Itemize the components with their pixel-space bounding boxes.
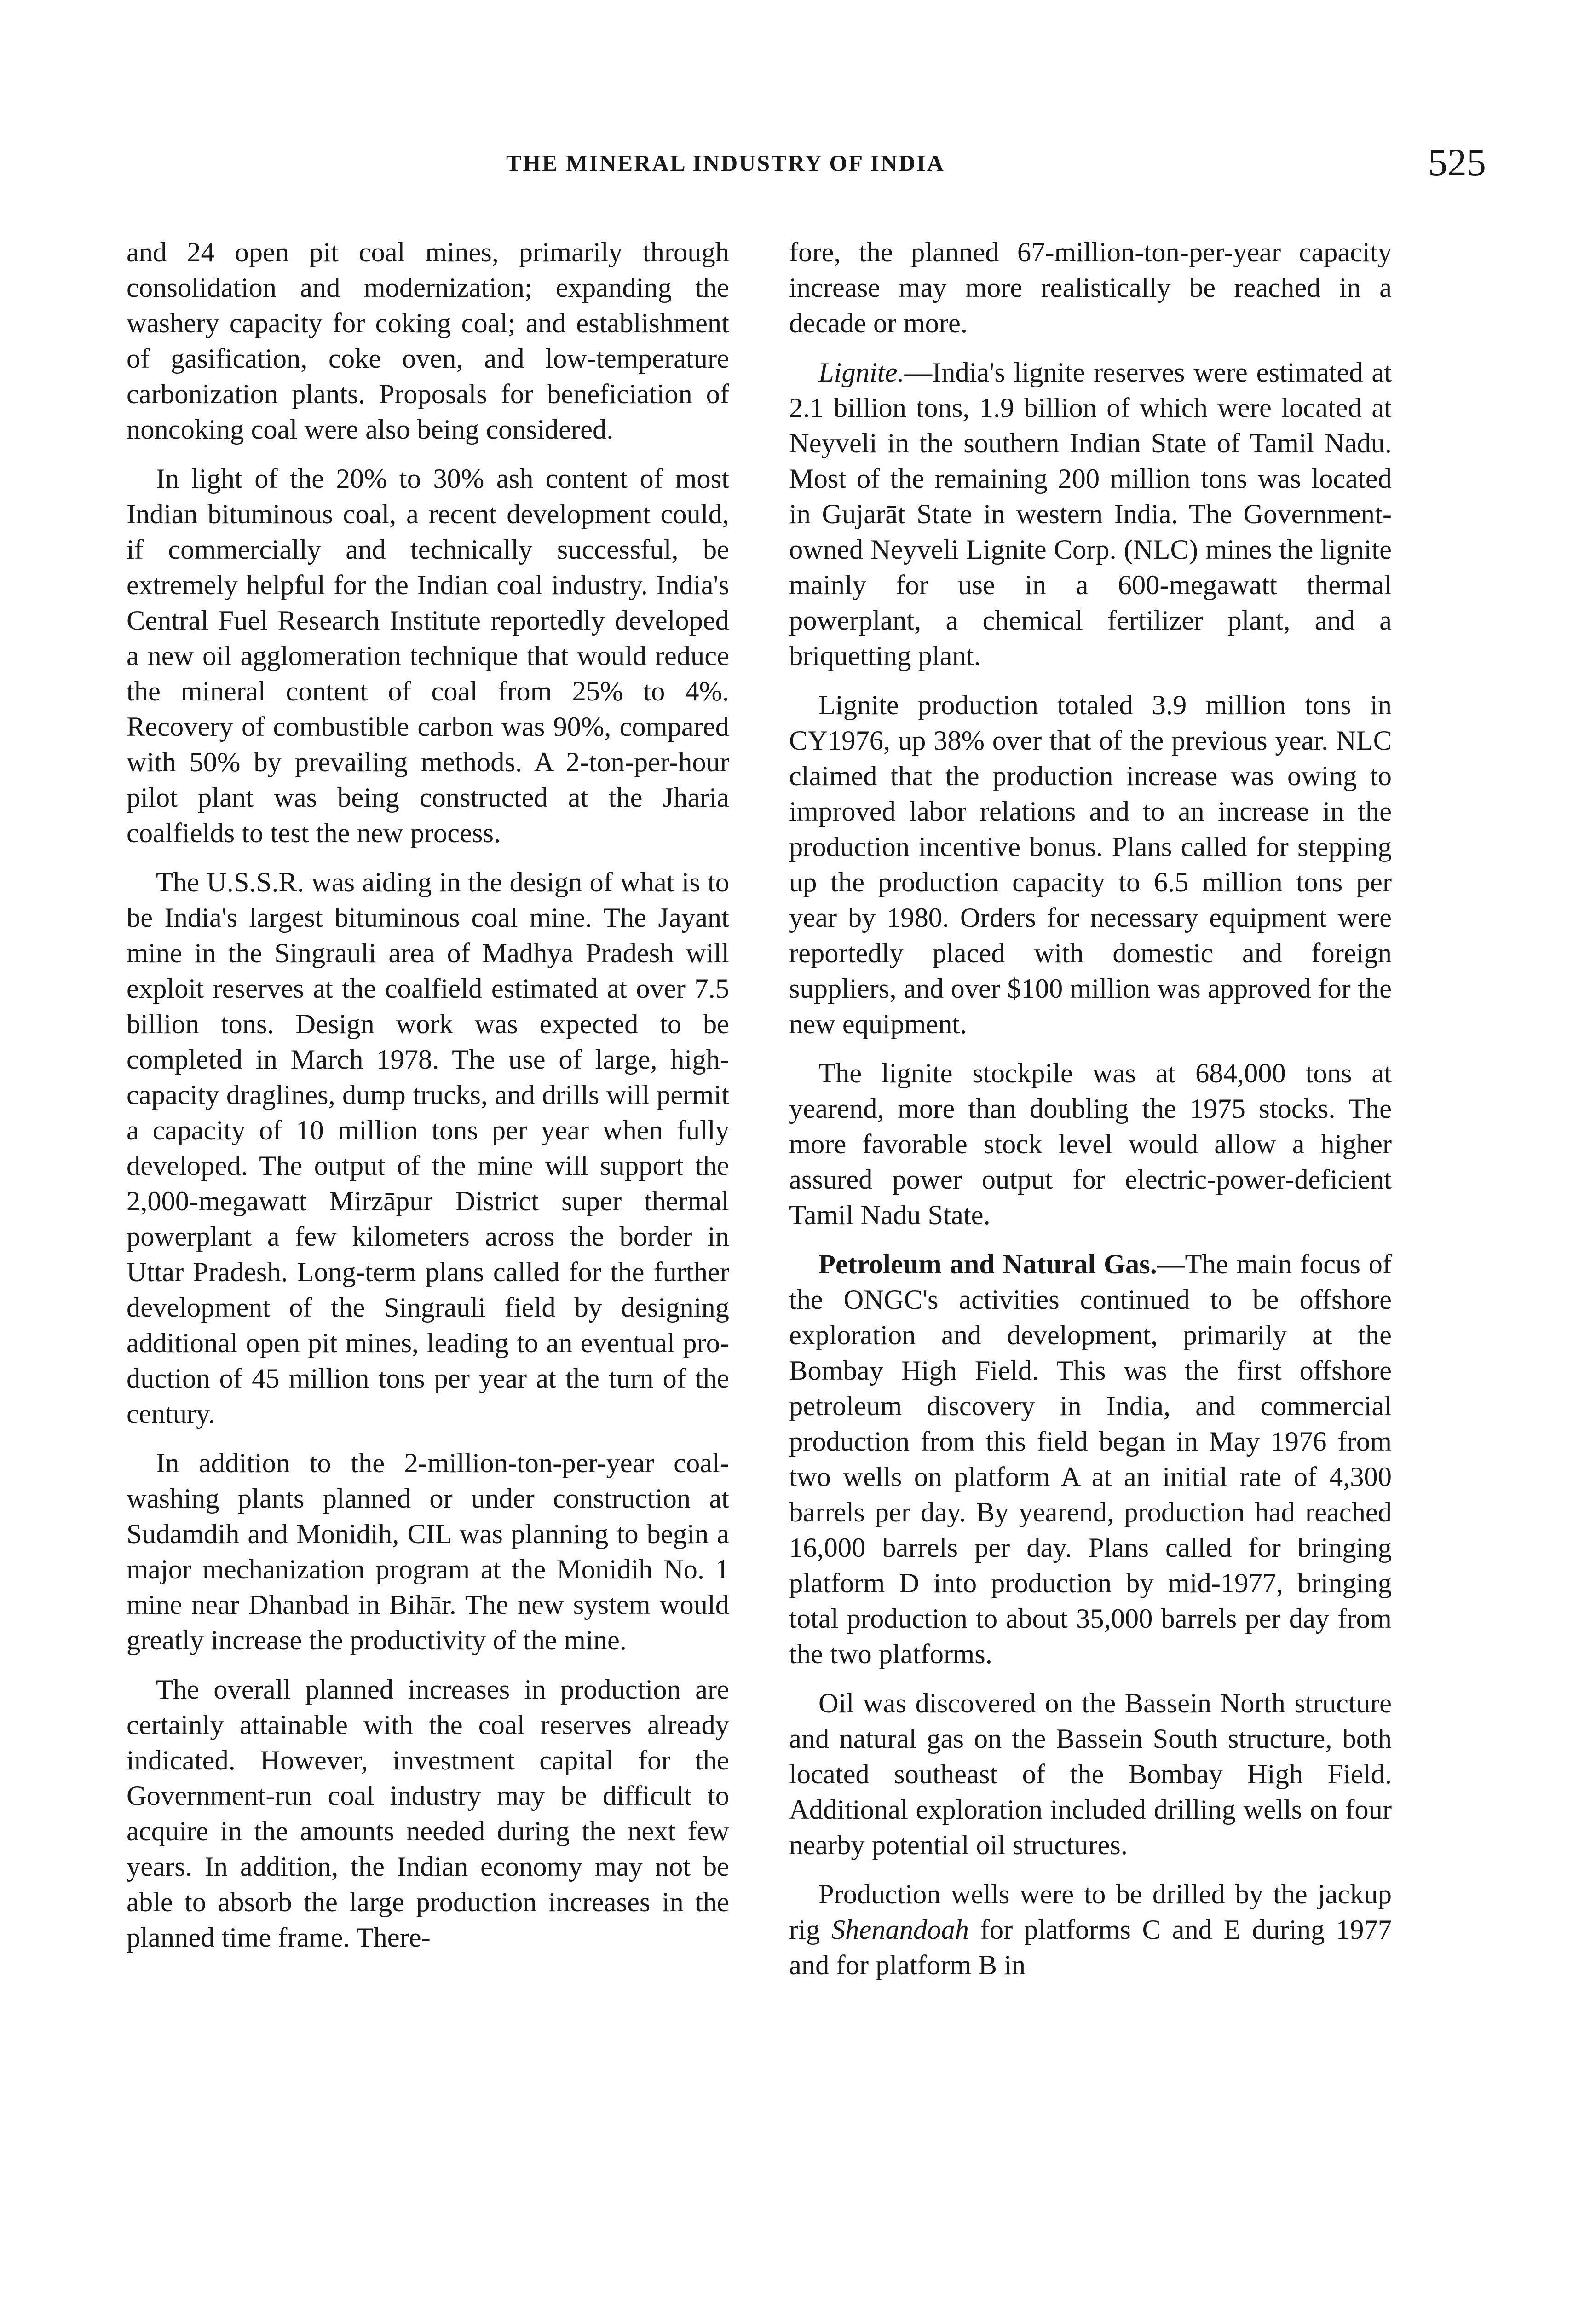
- page-header: [124, 140, 1486, 205]
- paragraph-body: for platforms C and E during 1977 and for platform B in: [789, 1914, 1392, 1981]
- paragraph: and 24 open pit coal mines, primarily through consolidation and modernization; expanding the washery capacity for coking coal; and establishment of gasification, coke oven, and low-temperature carbonization plants. Proposals for beneficiation of noncoking coal were also being considered.: [127, 237, 729, 445]
- paragraph-body: —India's lignite reserves were estimated at 2.1 billion tons, 1.9 billion of which were located at Neyveli in the southern Indian State of Tamil Nadu. Most of the remaining 200 million tons was located in Gujarāt State in western India. The Government-owned Neyveli Lignite Corp. (NLC) mines the lignite mainly for use in a 600-megawatt thermal powerplant, a chemical fertilizer plant, and a briquetting plant.: [789, 357, 1392, 671]
- paragraph: Oil was discovered on the Bassein North structure and natural gas on the Bassein South structure, both located southeast of the Bombay High Field. Additional exploration included drilling wells on four nearby potential oil structures.: [789, 1688, 1392, 1861]
- page-number: 525: [1428, 141, 1486, 184]
- paragraph: The overall planned increases in production are certainly attainable with the coal reserves already indicated. However, investment capital for the Government-run coal industry may be difficult to acquire in the amounts needed during the next few years. In addition, the Indian economy may not be able to absorb the large production increases in the planned time frame. There-: [127, 1674, 729, 1953]
- left-column: [127, 235, 729, 1969]
- section-heading-lignite: Lignite.: [818, 357, 905, 388]
- paragraph-body: Production wells were to be drilled by the jackup rig: [789, 1879, 1392, 1945]
- paragraph: In addition to the 2-million-ton-per-year coal-washing plants planned or under construction at Sudamdih and Monidih, CIL was planning to begin a major mechanization program at the Monidih No. 1 mine near Dhanbad in Bihār. The new system would greatly increase the productivity of the mine.: [127, 1448, 729, 1656]
- paragraph-body: —The main focus of the ONGC's activities continued to be offshore exploration and development, primarily at the Bombay High Field. This was the first offshore petroleum discovery in India, and commercial production from this field began in May 1976 from two wells on platform A at an initial rate of 4,300 barrels per day. By yearend, production had reached 16,000 barrels per day. Plans called for bringing platform D into production by mid-1977, bringing total production to about 35,000 barrels per day from the two platforms.: [789, 1249, 1392, 1670]
- paragraph-lignite: [789, 355, 1392, 674]
- running-title: THE MINERAL INDUSTRY OF INDIA: [506, 150, 945, 176]
- ship-name: Shenandoah: [831, 1914, 969, 1945]
- paragraph: The U.S.S.R. was aiding in the design of what is to be India's largest bituminous coal mine. The Jayant mine in the Singrauli area of Madhya Pradesh will exploit reserves at the coalfield estimated at over 7.5 billion tons. Design work was expected to be completed in March 1978. The use of large, high-capacity draglines, dump trucks, and drills will permit a capacity of 10 million tons per year when fully developed. The output of the mine will support the 2,000-megawatt Mirzāpur District super thermal powerplant a few kilometers across the border in Uttar Pradesh. Long-term plans called for the further development of the Singrauli field by designing additional open pit mines, leading to an eventual production of 45 million tons per year at the turn of the century.: [127, 867, 729, 1429]
- right-column: [789, 235, 1392, 1997]
- paragraph-petroleum: [789, 1247, 1392, 1672]
- paragraph-production-wells: [789, 1877, 1392, 1983]
- paragraph: In light of the 20% to 30% ash content of most Indian bituminous coal, a recent development could, if commercially and technically successful, be extremely helpful for the Indian coal industry. India's Central Fuel Research Institute reportedly developed a new oil agglomeration technique that would reduce the mineral content of coal from 25% to 4%. Recovery of combustible carbon was 90%, compared with 50% by prevailing methods. A 2-ton-per-hour pilot plant was being constructed at the Jharia coalfields to test the new process.: [127, 463, 729, 849]
- section-heading-petroleum: Petroleum and Natural Gas.: [818, 1249, 1157, 1280]
- paragraph: The lignite stockpile was at 684,000 tons at yearend, more than doubling the 1975 stocks. The more favorable stock level would allow a higher assured power output for electric-power-deficient Tamil Nadu State.: [789, 1058, 1392, 1231]
- paragraph: fore, the planned 67-million-ton-per-year capacity increase may more realistically be reached in a decade or more.: [789, 237, 1392, 339]
- paragraph: Lignite production totaled 3.9 million tons in CY1976, up 38% over that of the previous year. NLC claimed that the production increase was owing to improved labor relations and to an increase in the production incentive bonus. Plans called for stepping up the production capacity to 6.5 million tons per year by 1980. Orders for necessary equipment were reportedly placed with domestic and foreign suppliers, and over $100 million was approved for the new equipment.: [789, 690, 1392, 1040]
